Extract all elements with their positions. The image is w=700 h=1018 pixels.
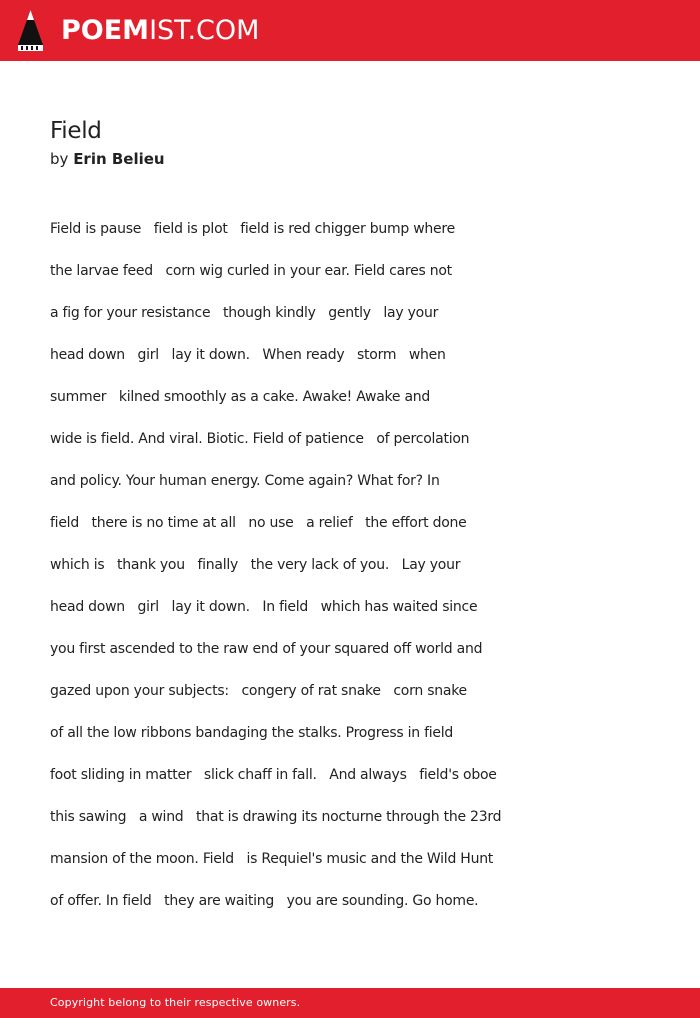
poem-body bbox=[50, 218, 660, 932]
pencil-tip-icon bbox=[17, 9, 44, 53]
poem-byline bbox=[50, 148, 650, 170]
site-header bbox=[0, 0, 700, 61]
poem-line: a fig for your resistance though kindly gently lay your bbox=[50, 305, 439, 321]
poem-line: foot sliding in matter slick chaff in fall. And always field's oboe bbox=[50, 767, 497, 783]
poem-header bbox=[50, 115, 650, 170]
copyright-text: Copyright belong to their respective owners. bbox=[50, 996, 301, 1009]
site-logo-text bbox=[61, 8, 259, 54]
poem-line: this sawing a wind that is drawing its nocturne through the 23rd bbox=[50, 809, 502, 825]
poem-line: summer kilned smoothly as a cake. Awake! Awake and bbox=[50, 389, 431, 405]
poem-line: of offer. In field they are waiting you are sounding. Go home. bbox=[50, 893, 479, 909]
poem-line: which is thank you finally the very lack of you. Lay your bbox=[50, 557, 461, 573]
poem-line: field there is no time at all no use a relief the effort done bbox=[50, 515, 467, 531]
poem-line: mansion of the moon. Field is Requiel's music and the Wild Hunt bbox=[50, 851, 494, 867]
poem-line: wide is field. And viral. Biotic. Field of patience of percolation bbox=[50, 431, 470, 447]
poem-line: of all the low ribbons bandaging the stalks. Progress in field bbox=[50, 725, 454, 741]
poem-line: head down girl lay it down. When ready storm when bbox=[50, 347, 446, 363]
poem-author-link[interactable]: Erin Belieu bbox=[73, 150, 165, 168]
logo-light-text: IST.COM bbox=[149, 15, 260, 46]
poem-title: Field bbox=[50, 118, 102, 144]
poem-line: and policy. Your human energy. Come again? What for? In bbox=[50, 473, 440, 489]
poem-line: you first ascended to the raw end of your squared off world and bbox=[50, 641, 483, 657]
by-label: by bbox=[50, 150, 69, 168]
logo-bold-text: POEM bbox=[61, 15, 150, 46]
site-logo-link[interactable] bbox=[17, 8, 259, 54]
poem-line: gazed upon your subjects: congery of rat snake corn snake bbox=[50, 683, 467, 699]
site-footer bbox=[0, 988, 700, 1018]
poem-line: the larvae feed corn wig curled in your ear. Field cares not bbox=[50, 263, 452, 279]
poem-line: Field is pause field is plot field is red chigger bump where bbox=[50, 221, 455, 237]
poem-line: head down girl lay it down. In field which has waited since bbox=[50, 599, 478, 615]
